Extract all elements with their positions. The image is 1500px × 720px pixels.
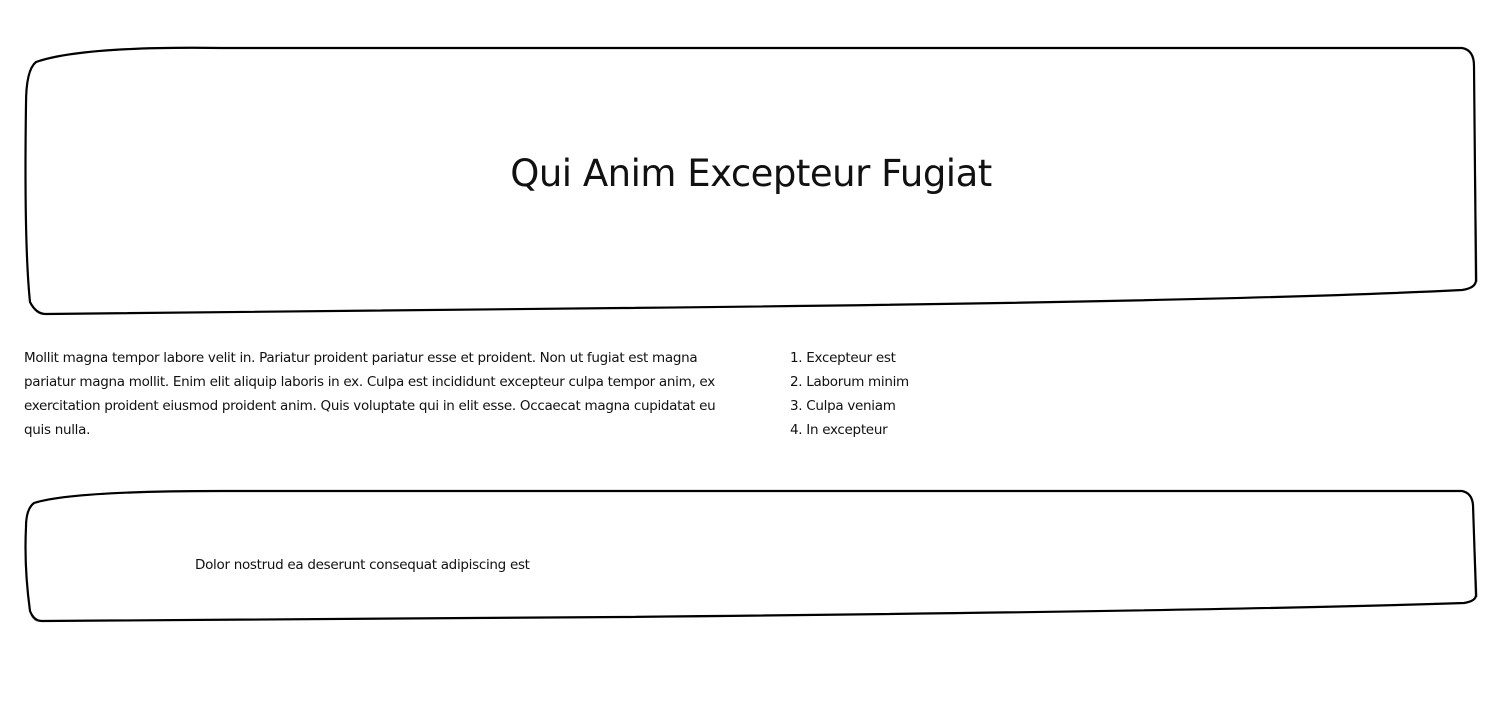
footer-banner — [22, 487, 1480, 625]
footer-sketch-border — [22, 487, 1480, 625]
body-paragraph: Mollit magna tempor labore velit in. Pariatur proident pariatur esse et proident. Non ut fugiat est magna pariatur magna mollit. Enim elit aliquip laboris in ex. Culpa est incididunt excepteur culpa tempor anim, ex exercitation proident eiusmod proident anim. Quis voluptate qui in elit esse. Occaecat magna cupidatat eu quis nulla. — [24, 350, 716, 438]
ordered-list — [790, 346, 909, 442]
list-item: 2. Laborum minim — [790, 374, 909, 390]
list-item: 4. In excepteur — [790, 422, 888, 438]
content-section — [24, 346, 1476, 456]
footer-text: Dolor nostrud ea deserunt consequat adipiscing est — [195, 557, 530, 573]
list-item: 3. Culpa veniam — [790, 398, 896, 414]
list-item: 1. Excepteur est — [790, 350, 896, 366]
header-banner — [22, 44, 1480, 316]
page-title: Qui Anim Excepteur Fugiat — [510, 152, 992, 195]
